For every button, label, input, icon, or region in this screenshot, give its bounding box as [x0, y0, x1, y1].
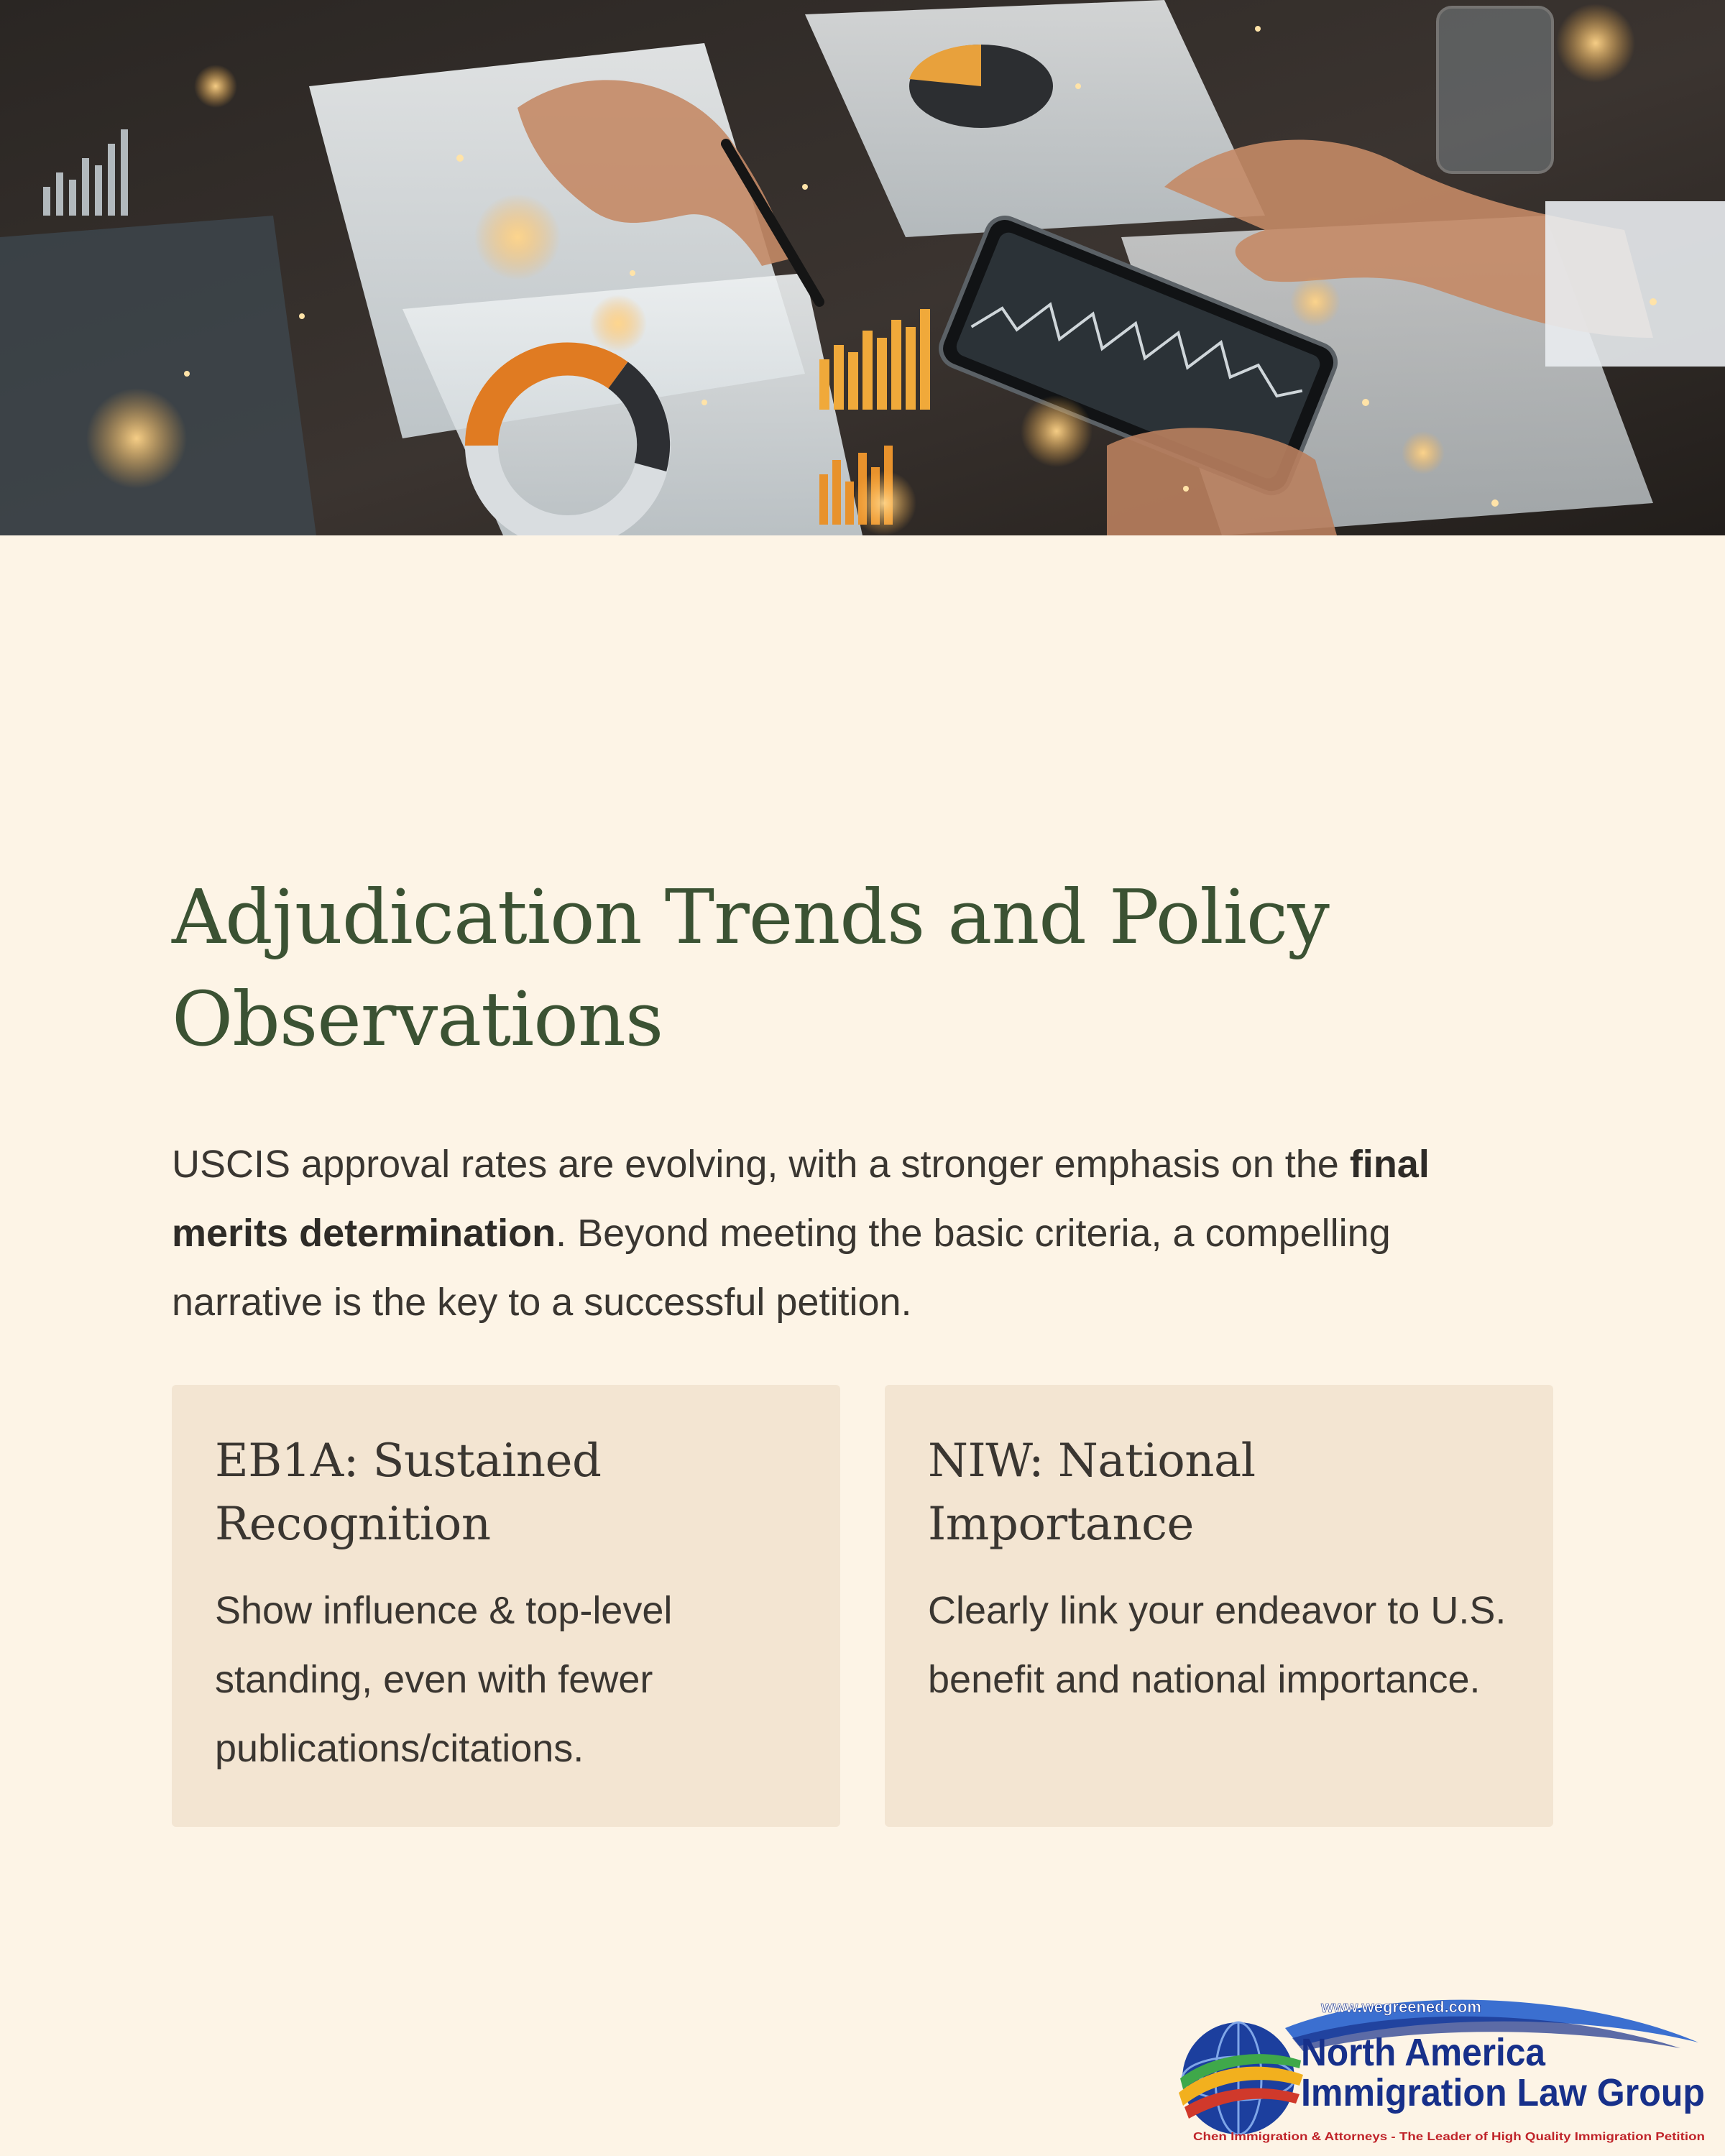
logo-line2: Immigration Law Group — [1301, 2071, 1705, 2114]
intro-paragraph — [172, 1130, 1523, 1337]
card-eb1a-body: Show influence & top-level standing, even with fewer publications/citations. — [215, 1589, 673, 1770]
logo-line1: North America — [1301, 2031, 1546, 2074]
business-analytics-photo-icon — [0, 0, 1725, 535]
page-title: Adjudication Trends and Policy Observations — [172, 873, 1329, 1063]
intro-text-before: USCIS approval rates are evolving, with a stronger emphasis on the — [172, 1143, 1350, 1186]
card-eb1a — [172, 1385, 840, 1827]
intro-bold-text: final merits determination — [172, 1143, 1430, 1255]
hero-photo — [0, 0, 1725, 535]
card-niw-title: NIW: National Importance — [928, 1434, 1256, 1551]
logo-url: www.wegreened.com — [1321, 1998, 1481, 2016]
card-niw-body: Clearly link your endeavor to U.S. benefit and national importance. — [928, 1589, 1506, 1701]
globe-logo-icon — [1177, 1985, 1714, 2150]
card-niw — [885, 1385, 1553, 1827]
logo-tagline: Chen Immigration & Attorneys - The Leader of High Quality Immigration Petition — [1193, 2131, 1705, 2143]
card-eb1a-title: EB1A: Sustained Recognition — [215, 1434, 602, 1551]
intro-text-after: . Beyond meeting the basic criteria, a compelling narrative is the key to a successful petition. — [172, 1212, 1391, 1324]
firm-logo — [1177, 1985, 1714, 2150]
